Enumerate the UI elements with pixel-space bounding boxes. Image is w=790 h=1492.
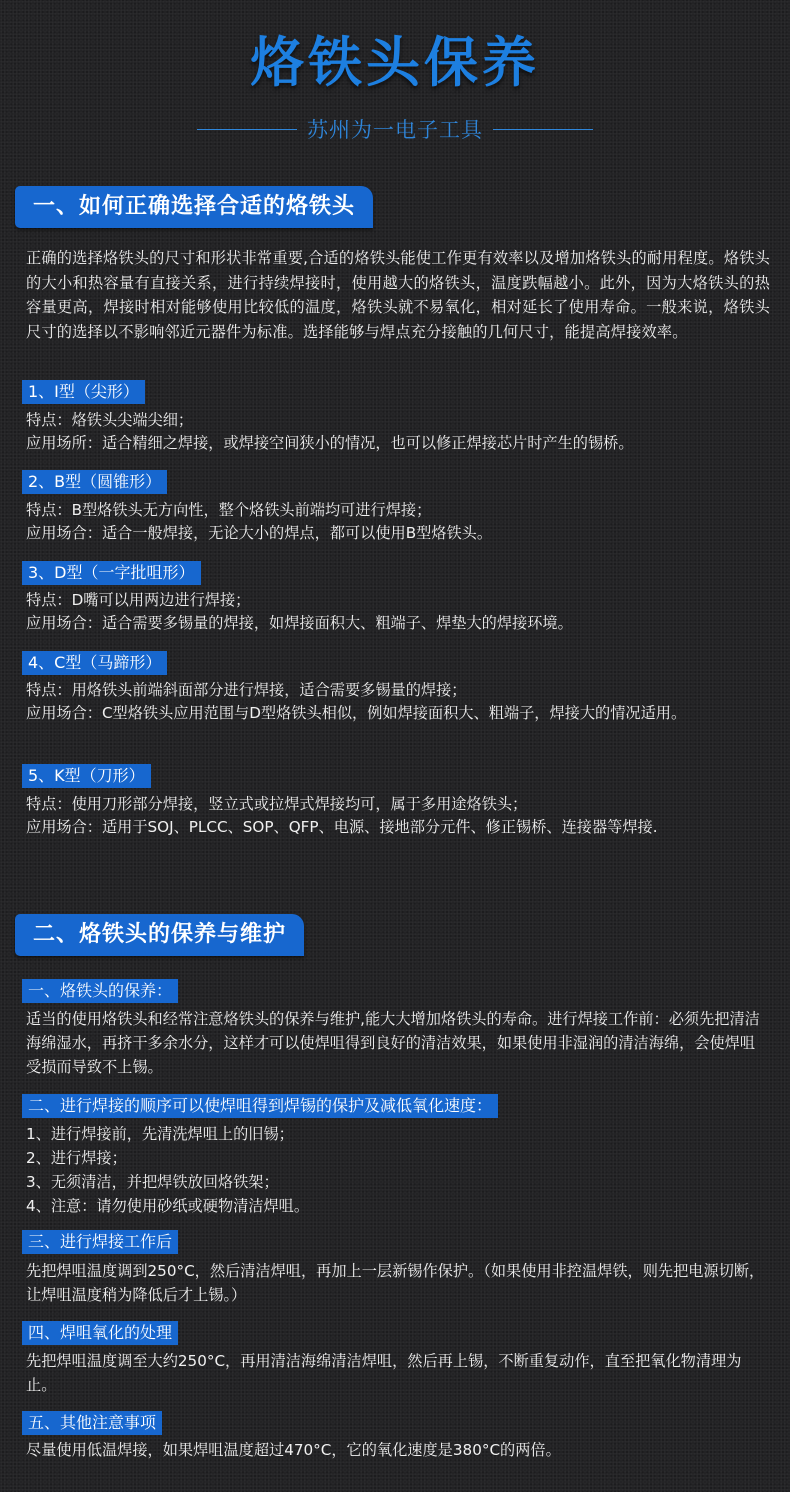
section1-heading: 一、如何正确选择合适的烙铁头	[15, 186, 373, 228]
type-k-label: 5、K型（刀形）	[22, 764, 151, 788]
type-i-usage: 应用场所：适合精细之焊接，或焊接空间狭小的情况，也可以修正焊接芯片时产生的锡桥。	[26, 433, 634, 452]
other-notes-text	[26, 1439, 770, 1462]
type-b-feature: 特点：B型烙铁头无方向性，整个烙铁头前端均可进行焊接；	[26, 501, 432, 519]
maintenance-text	[26, 1007, 770, 1079]
type-c-feature: 特点：用烙铁头前端斜面部分进行焊接，适合需要多锡量的焊接；	[26, 681, 467, 699]
page-title: 烙铁头保养	[250, 31, 540, 94]
maintenance-paragraph: 适当的使用烙铁头和经常注意烙铁头的保养与维护,能大大增加烙铁头的寿命。进行焊接工作前：必须先把清洁海绵湿水，再挤干多余水分，这样才可以使焊咀得到良好的清洁效果，如果使用非湿润的清洁海绵，会使焊咀受损而导致不上锡。	[26, 1010, 760, 1076]
type-b-usage: 应用场合：适合一般焊接，无论大小的焊点，都可以使用B型烙铁头。	[26, 523, 493, 542]
type-i-feature: 特点：烙铁头尖端尖细；	[26, 411, 194, 429]
type-d-usage: 应用场合：适合需要多锡量的焊接，如焊接面积大、粗端子、焊垫大的焊接环境。	[26, 613, 573, 632]
type-b-text	[26, 499, 770, 544]
after-soldering-paragraph: 先把焊咀温度调到250°C，然后清洁焊咀，再加上一层新锡作保护。（如果使用非控温焊铁，则先把电源切断，让焊咀温度稍为降低后才上锡。）	[26, 1262, 765, 1304]
subtitle-rule-left	[197, 129, 297, 130]
type-d-feature: 特点：D嘴可以用两边进行焊接；	[26, 591, 251, 609]
oxidation-paragraph: 先把焊咀温度调至大约250°C，再用清洁海绵清洁焊咀，然后再上锡，不断重复动作，直至把氧化物清理为止。	[26, 1352, 742, 1394]
subtitle-rule-right	[493, 129, 593, 130]
type-d-text	[26, 589, 770, 634]
oxidation-label: 四、焊咀氧化的处理	[22, 1321, 178, 1345]
other-notes-label: 五、其他注意事项	[22, 1411, 162, 1435]
type-b-label: 2、B型（圆锥形）	[22, 470, 167, 494]
soldering-order-steps	[26, 1122, 770, 1218]
soldering-step-2: 2、进行焊接；	[26, 1149, 127, 1167]
page-header	[0, 28, 790, 144]
after-soldering-label: 三、进行焊接工作后	[22, 1230, 178, 1254]
type-c-usage: 应用场合：C型烙铁头应用范围与D型烙铁头相似，例如焊接面积大、粗端子，焊接大的情况适用。	[26, 703, 687, 722]
other-notes-paragraph: 尽量使用低温焊接，如果焊咀温度超过470°C，它的氧化速度是380°C的两倍。	[26, 1441, 561, 1459]
page-subtitle: 苏州为一电子工具	[307, 118, 483, 142]
type-i-text	[26, 409, 770, 454]
soldering-step-4: 4、注意：请勿使用砂纸或硬物清洁焊咀。	[26, 1197, 310, 1215]
type-d-label: 3、D型（一字批咀形）	[22, 561, 201, 585]
soldering-step-3: 3、无须清洁，并把焊铁放回烙铁架；	[26, 1173, 279, 1191]
type-k-usage: 应用场合：适用于SOJ、PLCC、SOP、QFP、电源、接地部分元件、修正锡桥、连接器等焊接.	[26, 817, 658, 836]
subtitle-row	[0, 114, 790, 144]
type-c-text	[26, 679, 770, 724]
oxidation-text	[26, 1349, 770, 1397]
after-soldering-text	[26, 1259, 770, 1307]
soldering-order-label: 二、进行焊接的顺序可以使焊咀得到焊锡的保护及减低氧化速度：	[22, 1094, 498, 1118]
type-c-label: 4、C型（马蹄形）	[22, 651, 167, 675]
type-k-feature: 特点：使用刀形部分焊接，竖立式或拉焊式焊接均可，属于多用途烙铁头；	[26, 795, 528, 813]
soldering-step-1: 1、进行焊接前，先清洗焊咀上的旧锡；	[26, 1125, 294, 1143]
maintenance-label: 一、烙铁头的保养：	[22, 979, 178, 1003]
section2-heading: 二、烙铁头的保养与维护	[15, 914, 304, 956]
section1-intro: 正确的选择烙铁头的尺寸和形状非常重要,合适的烙铁头能使工作更有效率以及增加烙铁头的耐用程度。烙铁头的大小和热容量有直接关系，进行持续焊接时，使用越大的烙铁头，温度跌幅越小。此外，因为大烙铁头的热容量更高，焊接时相对能够使用比较低的温度，烙铁头就不易氧化，相对延长了使用寿命。一般来说，烙铁头尺寸的选择以不影响邻近元器件为标准。选择能够与焊点充分接触的几何尺寸，能提高焊接效率。	[26, 249, 770, 341]
type-k-text	[26, 793, 770, 838]
type-i-label: 1、I型（尖形）	[22, 380, 145, 404]
